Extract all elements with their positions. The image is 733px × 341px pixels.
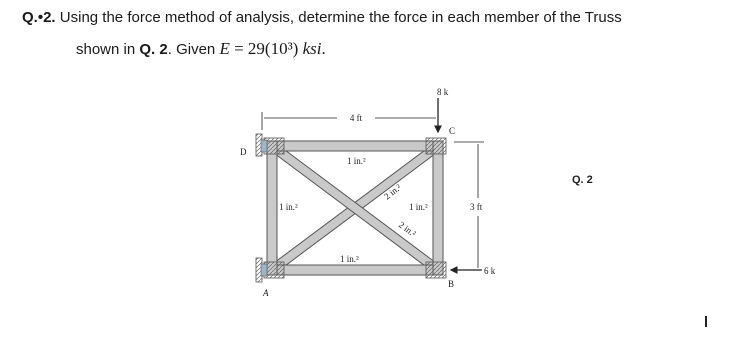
modulus-end: . (321, 39, 326, 58)
bottom-member (268, 265, 442, 275)
text-cursor (705, 316, 707, 327)
area-label-diagonal-up: 2 in.² (382, 182, 403, 202)
area-label-diagonal-down: 2 in.² (396, 219, 418, 239)
height-dimension-label: 3 ft (470, 202, 483, 212)
width-dimension-label: 4 ft (349, 113, 363, 123)
left-member (267, 141, 277, 275)
question-number: Q.•2. (22, 9, 56, 26)
question-text-prefix: shown in (76, 41, 136, 58)
figure-reference: Q. 2 (139, 41, 168, 58)
figure-caption: Q. 2 (572, 174, 593, 186)
question-text: Using the force method of analysis, determine the force in each member of the Truss (59, 9, 622, 26)
node-label-b: B (448, 279, 455, 289)
area-label-top: 1 in.² (347, 156, 366, 166)
area-label-left: 1 in.² (279, 202, 298, 212)
node-label-a: A (263, 288, 269, 298)
node-label-d: D (240, 147, 247, 157)
modulus-symbol: E (219, 39, 230, 58)
question-text-suffix: . Given (167, 41, 216, 58)
area-label-bottom: 1 in.² (340, 254, 359, 264)
load-label-8k: 8 k (437, 87, 449, 97)
right-member (433, 141, 443, 275)
top-member (268, 141, 442, 151)
modulus-value: = 29(10³) (234, 39, 299, 58)
load-label-6k: 6 k (484, 266, 496, 276)
joint-plate-b (426, 262, 446, 278)
node-label-c: C (449, 126, 456, 136)
area-label-right: 1 in.² (409, 202, 428, 212)
joint-plate-c (426, 138, 446, 154)
modulus-unit: ksi (302, 39, 322, 58)
